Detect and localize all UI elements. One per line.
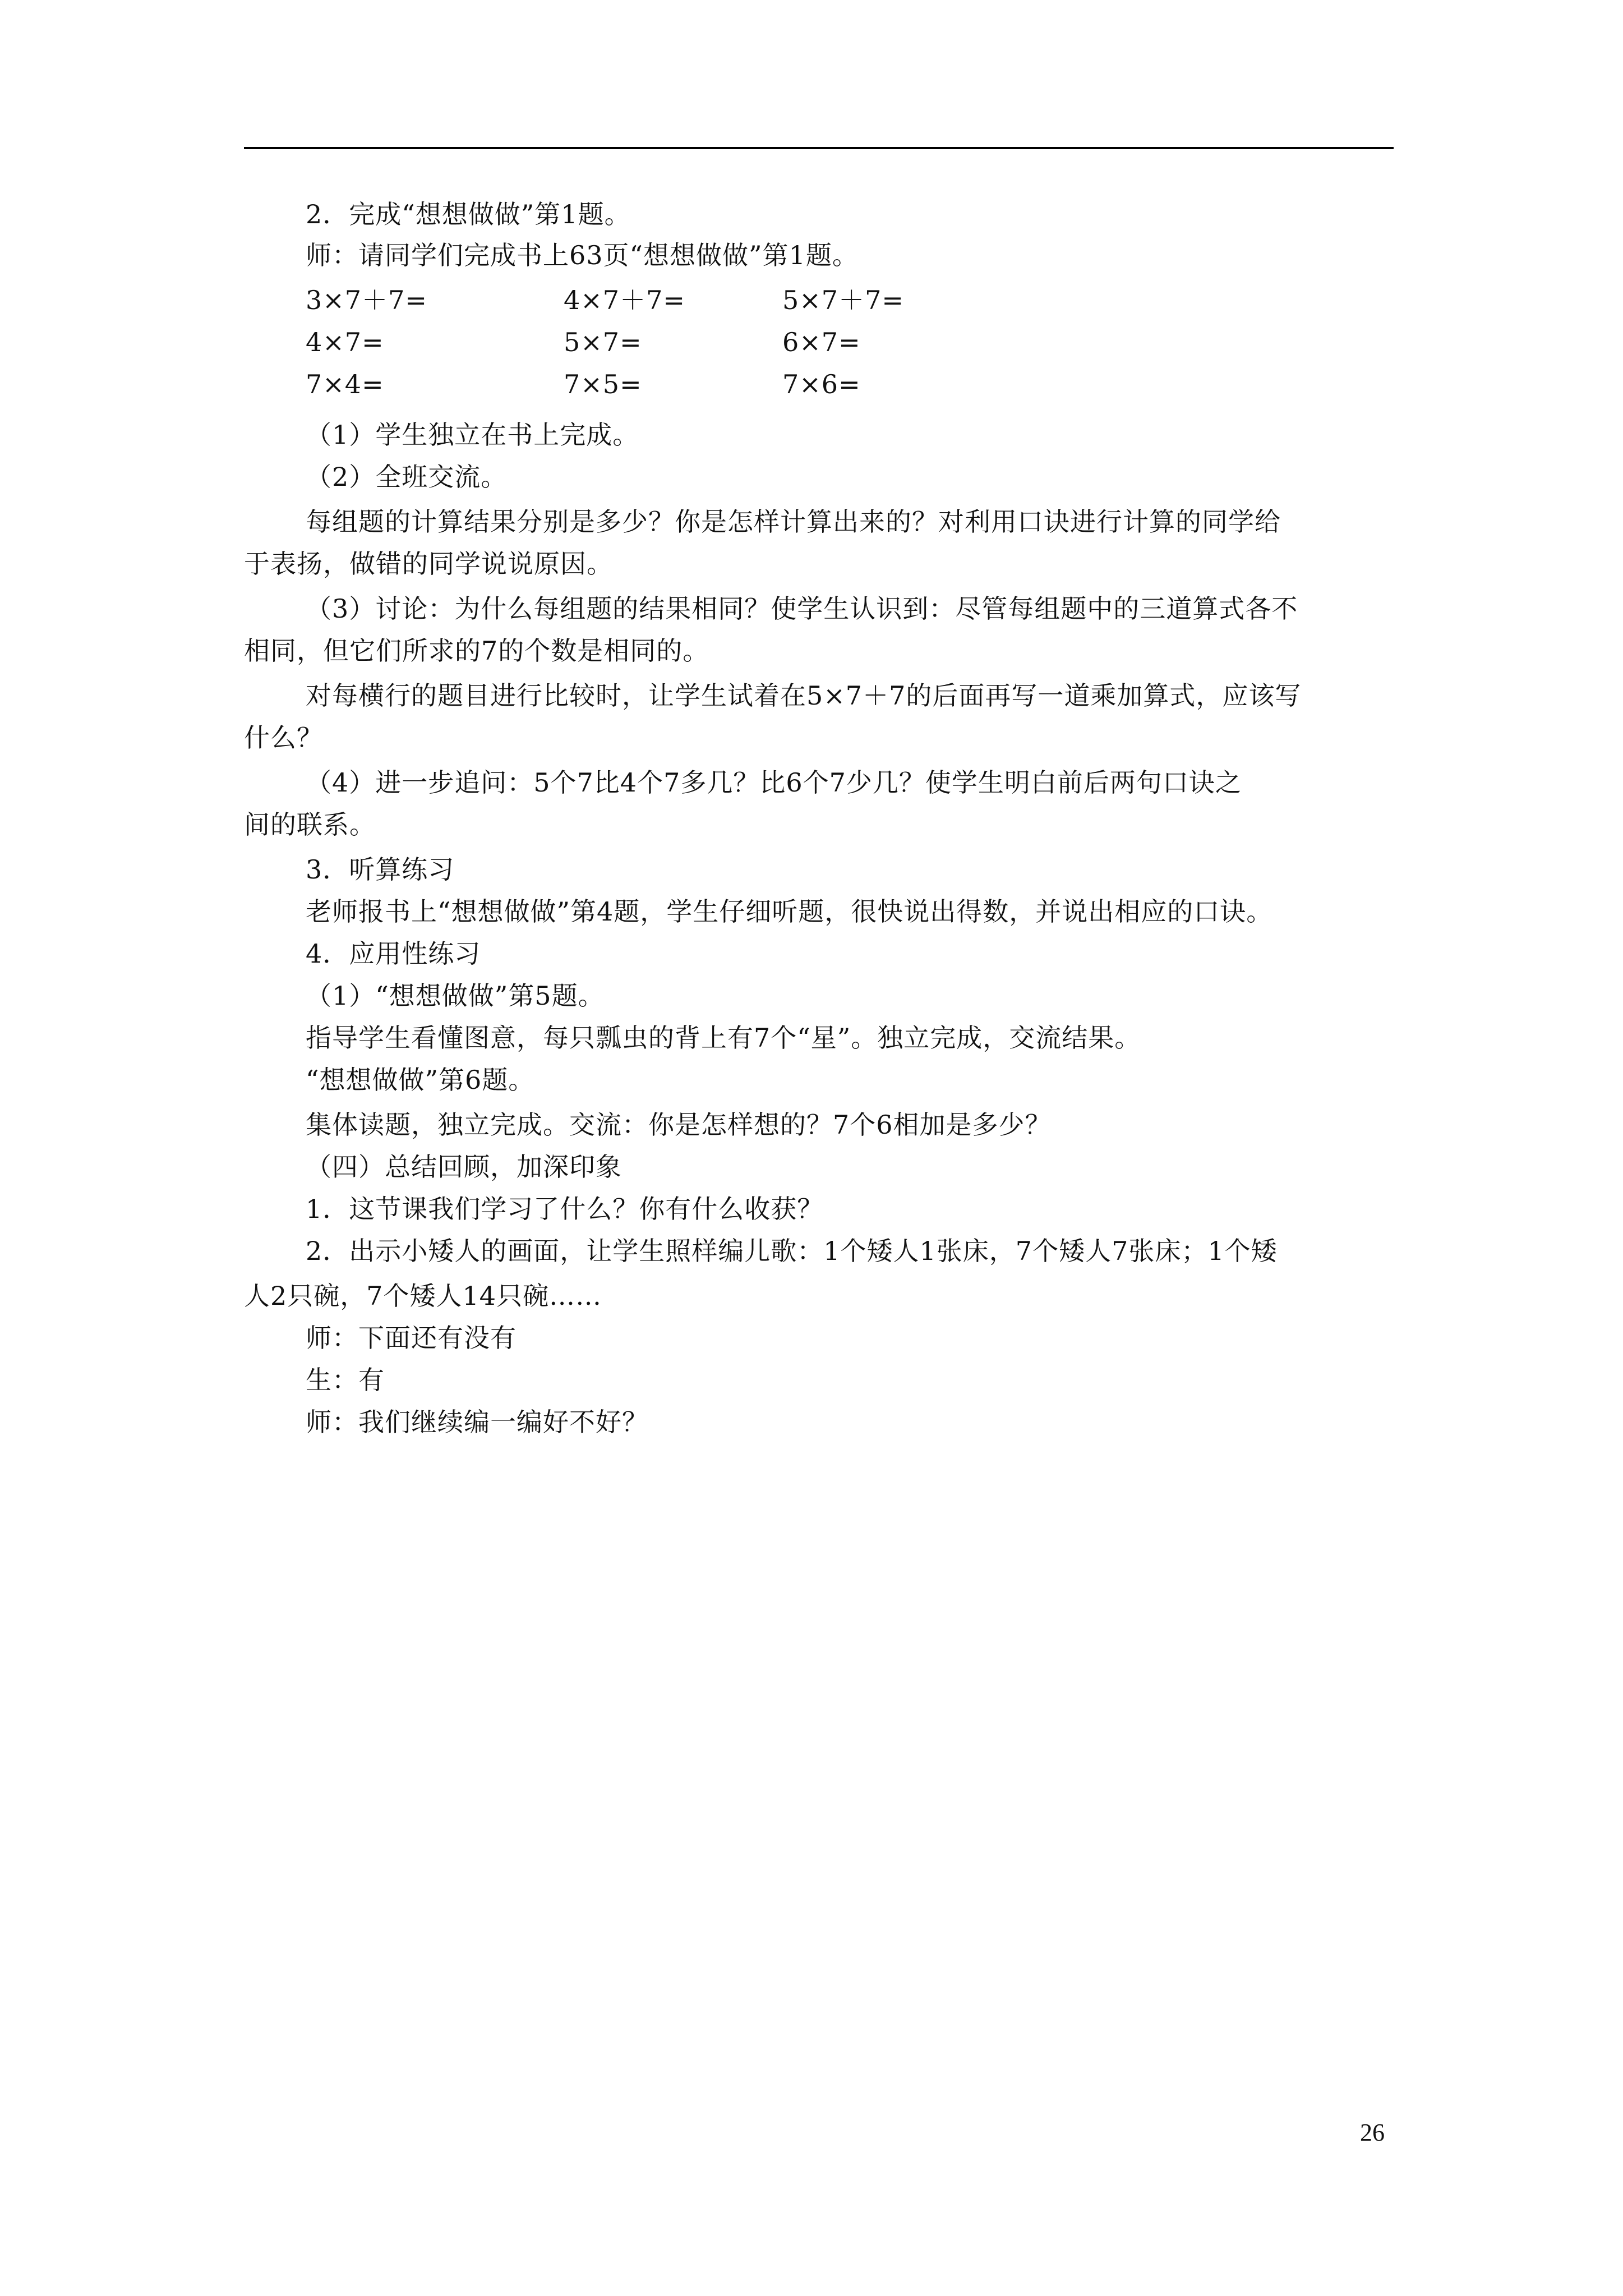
equation: 5×7= [564,327,642,357]
paragraph-line: 1．这节课我们学习了什么？你有什么收获？ [306,1194,824,1224]
section-heading: 4．应用性练习 [306,938,481,969]
equation: 7×5= [564,369,642,399]
paragraph-line: 于表扬，做错的同学说说原因。 [244,549,613,579]
page-number: 26 [1360,2119,1385,2146]
header-rule [244,147,1394,149]
equation: 6×7= [782,327,861,357]
equation: 3×7＋7= [306,285,427,315]
section-heading: （四）总结回顾，加深印象 [306,1152,622,1182]
paragraph-line: （4）进一步追问：5个7比4个7多几？比6个7少几？使学生明白前后两句口诀之 [306,767,1242,798]
paragraph-line: 对每横行的题目进行比较时，让学生试着在5×7＋7的后面再写一道乘加算式，应该写 [306,680,1302,711]
equation: 7×4= [306,369,384,399]
step-2: （2）全班交流。 [306,462,508,492]
paragraph-line: 间的联系。 [244,809,376,840]
step-1: （1）学生独立在书上完成。 [306,420,639,450]
paragraph-line: 老师报书上“想想做做”第4题，学生仔细听题，很快说出得数，并说出相应的口诀。 [306,896,1273,927]
dialogue-line: 师：我们继续编一编好不好？ [306,1407,648,1437]
paragraph-line: 集体读题，独立完成。交流：你是怎样想的？7个6相加是多少？ [306,1110,1052,1140]
dialogue-line: 师：下面还有没有 [306,1323,517,1353]
section-heading: 3．听算练习 [306,854,455,885]
paragraph-line: 每组题的计算结果分别是多少？你是怎样计算出来的？对利用口诀进行计算的同学给 [306,507,1281,537]
item-complete-exercise-1: 2．完成“想想做做”第1题。 [306,199,631,229]
paragraph-line: “想想做做”第6题。 [306,1065,535,1095]
equation: 4×7＋7= [564,285,685,315]
paragraph-line: 相同，但它们所求的7的个数是相同的。 [244,636,709,666]
equation: 5×7＋7= [782,285,904,315]
paragraph-line: 指导学生看懂图意，每只瓢虫的背上有7个“星”。独立完成，交流结果。 [306,1023,1141,1053]
equation: 7×6= [782,369,861,399]
paragraph-line: （3）讨论：为什么每组题的结果相同？使学生认识到：尽管每组题中的三道算式各不 [306,593,1298,624]
paragraph-line: 什么？ [244,723,323,753]
paragraph-line: 人2只碗，7个矮人14只碗…… [244,1281,602,1311]
paragraph-line: 2．出示小矮人的画面，让学生照样编儿歌：1个矮人1张床，7个矮人7张床；1个矮 [306,1236,1278,1266]
dialogue-line: 生：有 [306,1365,385,1395]
paragraph-line: （1）“想想做做”第5题。 [306,981,605,1011]
equation: 4×7= [306,327,384,357]
teacher-instruction: 师：请同学们完成书上63页“想想做做”第1题。 [306,240,859,270]
